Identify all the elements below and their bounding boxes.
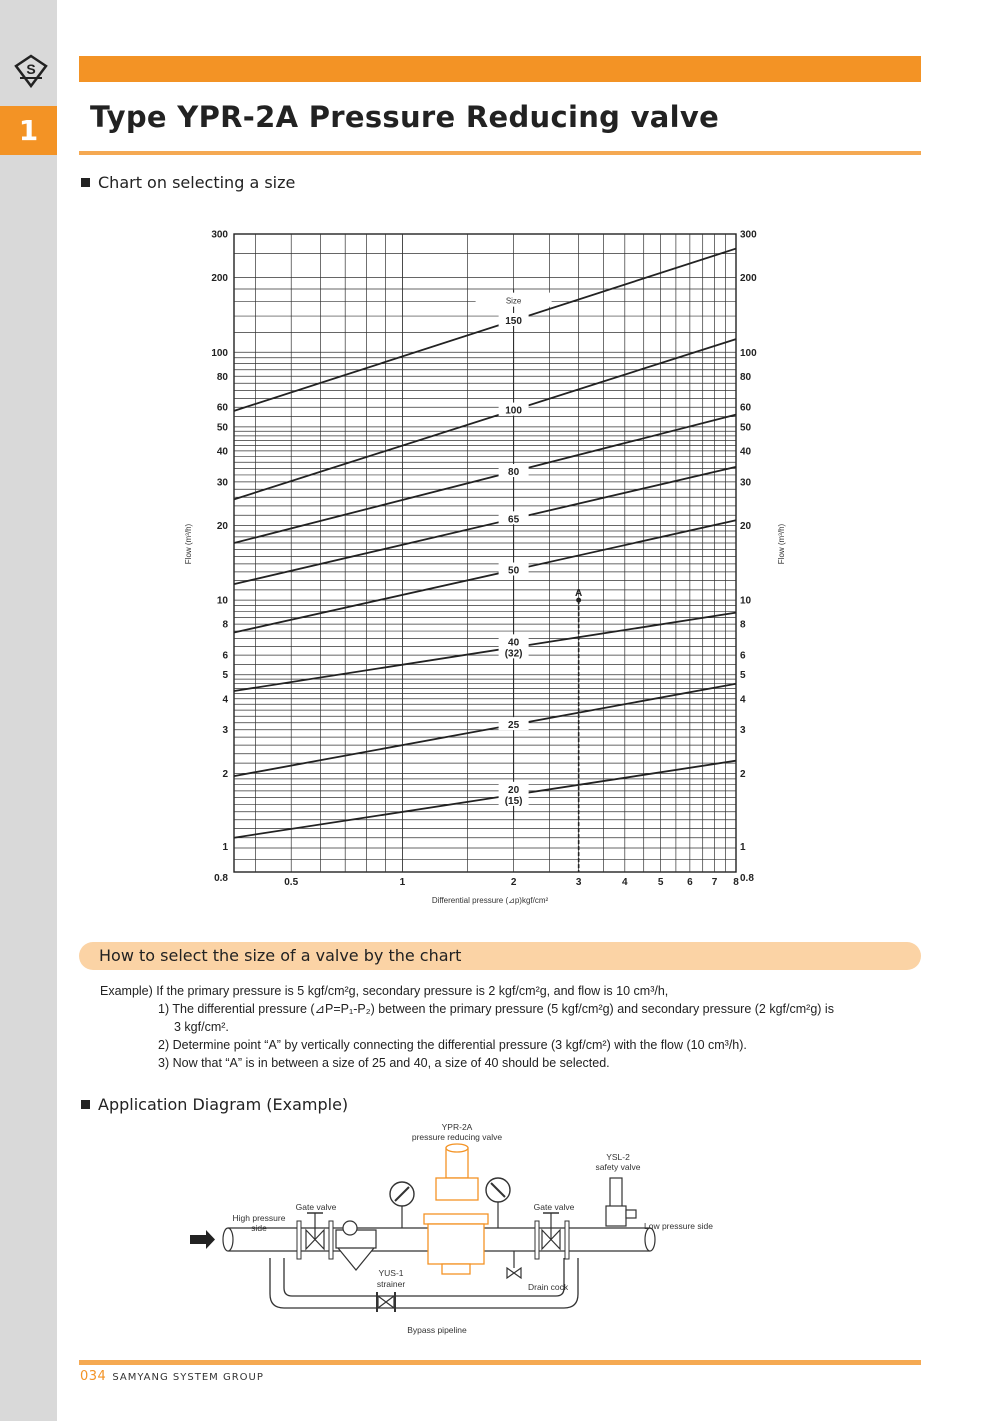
y-tick-label-right: 50	[740, 422, 752, 434]
title-divider	[79, 151, 921, 155]
flange-icon	[297, 1221, 301, 1259]
svg-text:S: S	[26, 61, 36, 77]
size-axis	[476, 290, 552, 820]
y-tick-label-right: 60	[740, 402, 752, 414]
size-label: (15)	[504, 795, 523, 807]
point-a-label: A	[575, 588, 583, 600]
x-axis-label: Differential pressure (⊿p)kgf/cm²	[431, 896, 549, 905]
y-axis-label-left: Flow (m³/h)	[184, 523, 193, 565]
example-text	[100, 982, 910, 1072]
pipe-outlet-end	[645, 1228, 655, 1251]
application-diagram	[180, 1118, 740, 1343]
bullet-square-icon	[81, 178, 90, 187]
y-tick-label-left: 10	[216, 595, 228, 607]
y-tick-label-right: 0.8	[740, 873, 754, 884]
application-section-heading	[81, 1095, 348, 1114]
y-tick-label-left: 5	[222, 670, 228, 682]
y-tick-label-left: 3	[222, 725, 228, 737]
size-label: 40	[508, 637, 520, 649]
page-title: Type YPR-2A Pressure Reducing valve	[90, 100, 720, 134]
strainer-icon	[336, 1230, 376, 1270]
y-tick-label-right: 10	[740, 595, 752, 607]
x-tick-label: 0.5	[284, 877, 299, 888]
y-tick-label-right: 100	[740, 347, 757, 359]
high-pressure-label: High pressure	[232, 1213, 286, 1223]
y-tick-label-left: 50	[216, 422, 228, 434]
size-selection-chart	[170, 222, 810, 912]
piping-diagram-svg	[180, 1118, 740, 1343]
x-tick-label: 6	[687, 877, 693, 888]
bullet-square-icon	[81, 1100, 90, 1109]
ysl-sublabel: safety valve	[595, 1162, 641, 1172]
flow-arrow-icon	[190, 1230, 215, 1249]
size-label: 80	[508, 467, 520, 479]
y-tick-label-left: 1	[222, 841, 228, 853]
y-ticks-right	[740, 230, 757, 885]
y-tick-label-right: 200	[740, 273, 757, 285]
size-label: 50	[508, 565, 520, 577]
gate-valve-left-label: Gate valve	[295, 1202, 337, 1212]
ypr-label: YPR-2A	[441, 1122, 473, 1132]
size-label: 65	[508, 514, 520, 526]
y-tick-label-left: 60	[216, 402, 228, 414]
y-tick-label-right: 300	[740, 229, 757, 241]
safety-valve-icon	[606, 1178, 636, 1226]
x-tick-label: 4	[622, 877, 628, 888]
how-to-heading-text: How to select the size of a valve by the chart	[99, 946, 462, 965]
size-label: 100	[505, 405, 522, 417]
bypass-label: Bypass pipeline	[407, 1325, 467, 1335]
y-tick-label-right: 1	[740, 841, 746, 853]
y-tick-label-left: 80	[216, 371, 228, 383]
y-tick-label-right: 80	[740, 371, 752, 383]
chapter-tab[interactable]: 1	[0, 106, 57, 155]
y-tick-label-left: 20	[216, 521, 228, 533]
y-tick-label-right: 8	[740, 619, 746, 631]
x-tick-label: 8	[733, 877, 739, 888]
example-step-3: 3) Now that “A” is in between a size of 25 and 40, a size of 40 should be selected.	[158, 1056, 610, 1070]
x-tick-label: 2	[510, 877, 517, 888]
x-tick-label: 3	[575, 877, 582, 888]
y-tick-label-right: 2	[740, 768, 746, 780]
y-tick-label-right: 30	[740, 477, 752, 489]
y-tick-label-right: 20	[740, 521, 752, 533]
y-tick-label-left: 300	[211, 229, 228, 241]
y-tick-label-left: 100	[211, 347, 228, 359]
page-number: 034	[80, 1369, 107, 1384]
chart-section-heading	[81, 173, 295, 192]
samyang-logo-icon	[14, 54, 48, 88]
strainer-label: YUS-1	[378, 1268, 404, 1278]
strainer-sublabel: strainer	[376, 1279, 406, 1289]
how-to-select-banner	[79, 942, 921, 970]
pressure-reducing-valve-icon	[424, 1144, 488, 1274]
x-tick-label: 7	[711, 877, 718, 888]
size-label: 20	[508, 784, 520, 796]
size-axis-label: Size	[505, 296, 522, 306]
y-tick-label-right: 3	[740, 725, 746, 737]
x-tick-label: 5	[657, 877, 664, 888]
gate-valve-right-label: Gate valve	[533, 1202, 575, 1212]
application-heading-text: Application Diagram (Example)	[98, 1095, 349, 1114]
header-bar	[79, 56, 921, 82]
bypass-valve-icon	[378, 1296, 394, 1308]
example-step-1: 1) The differential pressure (⊿P=P₁-P₂) between the primary pressure (5 kgf/cm²g) and secondary pressure (2 kgf/cm²g) is	[158, 1002, 834, 1016]
ypr-sublabel: pressure reducing valve	[411, 1132, 503, 1142]
y-tick-label-right: 40	[740, 446, 752, 458]
pipe-inlet-end	[223, 1228, 233, 1251]
y-tick-label-right: 5	[740, 670, 746, 682]
size-label: (32)	[504, 648, 523, 660]
y-tick-label-left: 40	[216, 446, 228, 458]
footer	[80, 1369, 264, 1384]
chart-heading-text: Chart on selecting a size	[98, 173, 296, 192]
high-pressure-sublabel: side	[251, 1223, 267, 1233]
x-ticks	[284, 877, 739, 888]
size-label: 150	[505, 315, 522, 327]
y-tick-label-left: 6	[222, 650, 228, 662]
y-tick-label-left: 30	[216, 477, 228, 489]
y-tick-label-left: 0.8	[214, 873, 228, 884]
example-step-1-cont: 3 kgf/cm².	[174, 1020, 229, 1034]
y-tick-label-right: 6	[740, 650, 746, 662]
y-tick-label-right: 4	[740, 694, 746, 706]
y-tick-label-left: 8	[222, 619, 228, 631]
y-tick-label-left: 2	[222, 768, 228, 780]
example-intro: Example) If the primary pressure is 5 kgf/cm²g, secondary pressure is 2 kgf/cm²g, and flow is 10 cm³/h,	[100, 984, 669, 998]
drain-cock-icon	[507, 1251, 521, 1278]
footer-divider	[79, 1360, 921, 1365]
y-axis-label-right: Flow (m³/h)	[777, 523, 786, 565]
low-pressure-label: Low pressure side	[644, 1221, 713, 1231]
left-sidebar	[0, 0, 57, 1421]
x-tick-label: 1	[399, 877, 406, 888]
ysl-label: YSL-2	[606, 1152, 630, 1162]
size-label: 25	[508, 720, 520, 732]
chart-svg	[170, 222, 810, 912]
y-tick-label-left: 4	[222, 694, 228, 706]
y-tick-label-left: 200	[211, 273, 228, 285]
footer-company: SAMYANG SYSTEM GROUP	[112, 1372, 264, 1383]
drain-cock-label: Drain cock	[528, 1282, 569, 1292]
example-step-2: 2) Determine point “A” by vertically connecting the differential pressure (3 kgf/cm²) with the flow (10 cm³/h).	[158, 1038, 747, 1052]
y-ticks-left	[211, 230, 228, 885]
